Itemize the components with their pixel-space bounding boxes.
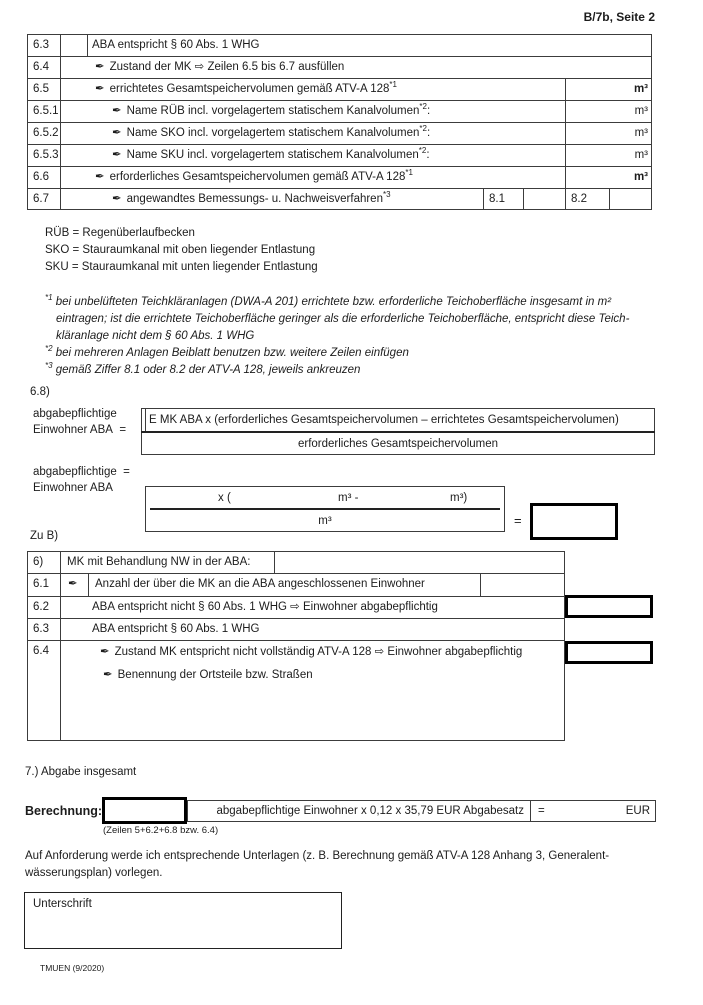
row-text: ✒ Zustand MK entspricht nicht vollständig ATV-A 128 ⇨ Einwohner abgabepflichtig [100, 641, 522, 663]
row-number: 6.3 [33, 39, 49, 51]
page-header: B/7b, Seite 2 [583, 10, 655, 24]
footnote: $^{*1}$ bei unbelüfteten Teichkläranlagen (DWA-A 201) errichtete bzw. erforderliche Teichoberfläche insgesamt in m² [45, 293, 612, 308]
pen-icon: ✒ [112, 127, 122, 139]
formula1-denominator: erforderliches Gesamtspeichervolumen [297, 438, 499, 450]
unit-value-cell[interactable]: m³ [633, 83, 648, 95]
divider [60, 551, 61, 741]
divider [88, 573, 89, 596]
pen-icon: ✒ [95, 83, 105, 95]
row-text: MK mit Behandlung NW in der ABA: [67, 556, 251, 568]
formula2-lhs: abgabepflichtige = [33, 466, 130, 478]
legend-line: SKO = Stauraumkanal mit oben liegender Entlastung [45, 244, 316, 256]
formula2-denominator: m³ [318, 515, 332, 527]
row-number: 6.4 [33, 645, 49, 657]
row-text: ✒ Name RÜB incl. vorgelagertem statischem Kanalvolumen$^{*2}$: [112, 100, 430, 122]
formula2-open: x ( [218, 492, 231, 504]
pen-icon: ✒ [68, 578, 78, 590]
calc-text: abgabepflichtige Einwohner x 0,12 x 35,79 EUR Abgabesatz [216, 805, 524, 817]
row-text: ✒ Name SKU incl. vorgelagertem statischem Kanalvolumen$^{*2}$: [112, 144, 430, 166]
pen-icon: ✒ [112, 193, 122, 205]
calc-equals: = [538, 805, 545, 817]
divider [483, 188, 484, 210]
formula2-lhs: Einwohner ABA [33, 482, 113, 494]
unit-value-cell[interactable]: m³ [633, 171, 648, 183]
volume-blank-2[interactable] [375, 487, 445, 509]
row-text: ✒ Name SKO incl. vorgelagertem statischem Kanalvolumen$^{*2}$: [112, 122, 430, 144]
footnote: kläranlage nicht dem § 60 Abs. 1 WHG [56, 330, 255, 342]
pen-icon: ✒ [112, 149, 122, 161]
row-number: 6.1 [33, 578, 49, 590]
row-text: ✒ erforderliches Gesamtspeichervolumen gemäß ATV-A 128$^{*1}$ [95, 166, 413, 188]
disclosure-text: wässerungsplan) vorlegen. [25, 867, 163, 879]
formula1-lhs: abgabepflichtige [33, 408, 117, 420]
pen-icon: ✒ [103, 669, 113, 681]
row-text: ✒ errichtetes Gesamtspeichervolumen gemäß ATV-A 128$^{*1}$ [95, 78, 397, 100]
calc-currency: EUR [625, 805, 650, 817]
pen-icon: ✒ [95, 171, 105, 183]
legend-line: SKU = Stauraumkanal mit unten liegender Entlastung [45, 261, 318, 273]
formula1-lhs: Einwohner ABA = [33, 424, 127, 436]
street-names-area[interactable] [95, 690, 555, 738]
result-input-box[interactable] [530, 503, 618, 540]
legend-line: RÜB = Regenüberlaufbecken [45, 227, 195, 239]
section-6-8-label: 6.8) [30, 386, 50, 398]
divider [87, 34, 88, 56]
row-number: 6.4 [33, 61, 49, 73]
input-box-6-4[interactable] [565, 641, 653, 664]
unit-value-cell[interactable]: m³ [634, 149, 648, 161]
row-text: ABA entspricht § 60 Abs. 1 WHG [92, 623, 260, 635]
signature-label: Unterschrift [33, 898, 92, 910]
row-number: 6.5.1 [33, 105, 59, 117]
calc-input-box[interactable] [102, 797, 187, 824]
divider [565, 78, 566, 210]
disclosure-text: Auf Anforderung werde ich entsprechende Unterlagen (z. B. Berechnung gemäß ATV-A 128 Anhang 3, Generalent- [25, 850, 610, 862]
checkbox-cell[interactable] [62, 34, 87, 56]
row-text: Anzahl der über die MK an die ABA angeschlossenen Einwohner [95, 578, 425, 590]
calc-note: (Zeilen 5+6.2+6.8 bzw. 6.4) [103, 825, 219, 836]
footnote: eintragen; ist die errichtete Teichoberfläche geringer als die erforderliche Teichoberfläche, entspricht diese Teich- [56, 313, 630, 325]
checkbox-cell-8-2[interactable] [610, 188, 651, 210]
volume-blank-1[interactable] [250, 487, 330, 509]
row-text: ABA entspricht nicht § 60 Abs. 1 WHG ⇨ Einwohner abgabepflichtig [92, 601, 438, 613]
unit-value-cell[interactable]: m³ [634, 127, 648, 139]
input-box-6-2[interactable] [565, 595, 653, 618]
row-text: ✒ angewandtes Bemessungs- u. Nachweisverfahren$^{*3}$ [112, 188, 391, 210]
checkbox-cell-8-1[interactable] [524, 188, 564, 210]
divider [480, 573, 481, 596]
row-number: 6) [33, 556, 44, 568]
row-number: 6.5 [33, 83, 49, 95]
footnote: $^{*2}$ bei mehreren Anlagen Beiblatt benutzen bzw. weitere Zeilen einfügen [45, 344, 409, 359]
row-number: 6.3 [33, 623, 49, 635]
divider [530, 800, 531, 822]
row-number: 6.6 [33, 171, 49, 183]
section-7-title: 7.) Abgabe insgesamt [25, 766, 137, 778]
row-text: ✒ Zustand der MK ⇨ Zeilen 6.5 bis 6.7 ausfüllen [95, 56, 344, 78]
divider [274, 551, 275, 573]
row-text: ✒ Benennung der Ortsteile bzw. Straßen [103, 664, 313, 686]
option-8-2-label: 8.2 [571, 193, 587, 205]
pen-icon: ✒ [100, 646, 110, 658]
unit-value-cell[interactable]: m³ [634, 105, 648, 117]
section-b-label: Zu B) [30, 530, 59, 542]
pen-icon: ✒ [95, 61, 105, 73]
calc-label: Berechnung: [25, 804, 103, 818]
divider [145, 408, 146, 432]
form-footer: TMUEN (9/2020) [40, 963, 105, 973]
formula2-unit1: m³ - [338, 492, 359, 504]
row-number: 6.2 [33, 601, 49, 613]
row-number: 6.5.2 [33, 127, 59, 139]
value-cell[interactable] [482, 573, 563, 595]
formula2-unit2: m³) [450, 492, 468, 504]
row-number: 6.7 [33, 193, 49, 205]
row-text: ABA entspricht § 60 Abs. 1 WHG [92, 39, 260, 51]
pen-icon: ✒ [112, 105, 122, 117]
result-equals: = [514, 513, 522, 528]
option-8-1-label: 8.1 [489, 193, 505, 205]
divider [60, 34, 61, 210]
header-value-cell[interactable] [276, 551, 563, 573]
row-number: 6.5.3 [33, 149, 59, 161]
footnote: $^{*3}$ gemäß Ziffer 8.1 oder 8.2 der ATV-A 128, jeweils ankreuzen [45, 361, 361, 376]
pen-cell [68, 573, 83, 595]
formula1-numerator: E MK ABA x (erforderliches Gesamtspeichervolumen – errichtetes Gesamtspeichervolumen) [149, 414, 619, 426]
